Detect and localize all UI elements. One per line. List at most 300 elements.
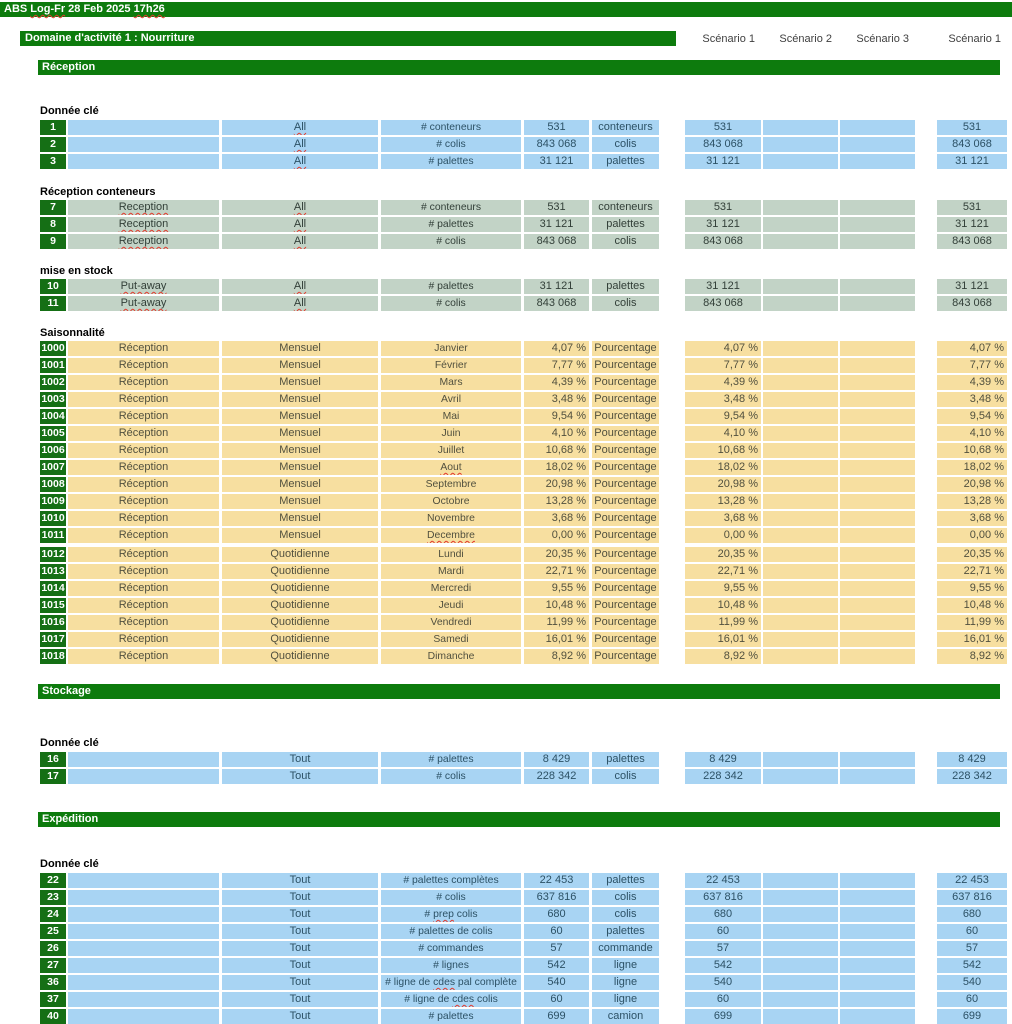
scenario-1-cell[interactable]: 699 <box>685 1009 761 1024</box>
scope-cell[interactable]: All <box>222 137 378 152</box>
scenario-2-cell[interactable] <box>763 200 838 215</box>
scenario-1-cell[interactable]: 9,55 % <box>685 581 761 596</box>
process-cell[interactable]: Réception <box>68 528 219 543</box>
scope-cell[interactable]: Tout <box>222 769 378 784</box>
scenario-1b-cell[interactable]: 22,71 % <box>937 564 1007 579</box>
unit-cell[interactable]: ligne <box>592 958 659 973</box>
scope-cell[interactable]: All <box>222 217 378 232</box>
scenario-1-cell[interactable]: 4,39 % <box>685 375 761 390</box>
row-id-cell[interactable]: 7 <box>40 200 66 215</box>
scenario-1-cell[interactable]: 3,68 % <box>685 511 761 526</box>
scenario-1b-cell[interactable]: 680 <box>937 907 1007 922</box>
scenario-1b-cell[interactable]: 3,48 % <box>937 392 1007 407</box>
scenario-2-cell[interactable] <box>763 924 838 939</box>
row-id-cell[interactable]: 9 <box>40 234 66 249</box>
scenario-3-cell[interactable] <box>840 137 915 152</box>
unit-cell[interactable]: Pourcentage <box>592 581 659 596</box>
scenario-2-cell[interactable] <box>763 217 838 232</box>
scope-cell[interactable]: Quotidienne <box>222 632 378 647</box>
unit-cell[interactable]: colis <box>592 296 659 311</box>
scenario-2-cell[interactable] <box>763 375 838 390</box>
scope-cell[interactable]: Mensuel <box>222 409 378 424</box>
metric-cell[interactable]: Mercredi <box>381 581 521 596</box>
scenario-1b-cell[interactable]: 9,54 % <box>937 409 1007 424</box>
metric-cell[interactable]: # colis <box>381 234 521 249</box>
row-id-cell[interactable]: 1016 <box>41 616 65 628</box>
scope-cell[interactable]: Mensuel <box>222 477 378 492</box>
scope-cell[interactable]: Tout <box>222 941 378 956</box>
scenario-1b-cell[interactable]: 31 121 <box>937 217 1007 232</box>
scenario-2-cell[interactable] <box>763 873 838 888</box>
scenario-1b-cell[interactable]: 228 342 <box>937 769 1007 784</box>
value-cell[interactable]: 531 <box>524 120 589 135</box>
scenario-1-cell[interactable]: 4,10 % <box>685 426 761 441</box>
process-cell[interactable]: Réception <box>68 581 219 596</box>
scenario-1b-cell[interactable]: 20,35 % <box>937 547 1007 562</box>
metric-cell[interactable]: Vendredi <box>381 615 521 630</box>
scenario-1-cell[interactable]: 7,77 % <box>685 358 761 373</box>
scope-cell[interactable]: Mensuel <box>222 426 378 441</box>
scenario-1-cell[interactable]: 843 068 <box>685 296 761 311</box>
row-id-cell[interactable]: 24 <box>40 907 66 922</box>
process-cell[interactable]: Reception <box>68 234 219 249</box>
row-id-cell[interactable]: 16 <box>40 752 66 767</box>
unit-cell[interactable]: palettes <box>592 217 659 232</box>
scenario-3-cell[interactable] <box>840 392 915 407</box>
scenario-1b-cell[interactable]: 13,28 % <box>937 494 1007 509</box>
metric-cell[interactable]: # conteneurs <box>381 120 521 135</box>
scenario-3-cell[interactable] <box>840 375 915 390</box>
metric-cell[interactable]: # colis <box>381 296 521 311</box>
value-cell[interactable]: 4,39 % <box>524 375 589 390</box>
unit-cell[interactable]: conteneurs <box>592 120 659 135</box>
process-cell[interactable] <box>68 992 219 1007</box>
scenario-1-cell[interactable]: 531 <box>685 200 761 215</box>
scope-cell[interactable]: Tout <box>222 1009 378 1024</box>
value-cell[interactable]: 8,92 % <box>524 649 589 664</box>
value-cell[interactable]: 13,28 % <box>524 494 589 509</box>
unit-cell[interactable]: Pourcentage <box>592 477 659 492</box>
process-cell[interactable] <box>68 154 219 169</box>
scenario-3-cell[interactable] <box>840 358 915 373</box>
process-cell[interactable] <box>68 975 219 990</box>
scope-cell[interactable]: Tout <box>222 890 378 905</box>
scenario-3-cell[interactable] <box>840 547 915 562</box>
value-cell[interactable]: 540 <box>524 975 589 990</box>
scenario-1-cell[interactable]: 542 <box>685 958 761 973</box>
scenario-3-cell[interactable] <box>840 598 915 613</box>
unit-cell[interactable]: Pourcentage <box>592 358 659 373</box>
row-id-cell[interactable]: 22 <box>40 873 66 888</box>
scope-cell[interactable]: Mensuel <box>222 392 378 407</box>
scenario-2-cell[interactable] <box>763 632 838 647</box>
scenario-1-cell[interactable]: 31 121 <box>685 279 761 294</box>
process-cell[interactable]: Réception <box>68 511 219 526</box>
value-cell[interactable]: 10,68 % <box>524 443 589 458</box>
value-cell[interactable]: 16,01 % <box>524 632 589 647</box>
unit-cell[interactable]: Pourcentage <box>592 494 659 509</box>
scenario-2-cell[interactable] <box>763 564 838 579</box>
scope-cell[interactable]: All <box>222 154 378 169</box>
scope-cell[interactable]: Tout <box>222 958 378 973</box>
scenario-2-cell[interactable] <box>763 547 838 562</box>
process-cell[interactable] <box>68 120 219 135</box>
scope-cell[interactable]: All <box>222 120 378 135</box>
process-cell[interactable] <box>68 137 219 152</box>
scenario-3-cell[interactable] <box>840 341 915 356</box>
row-id-cell[interactable]: 1014 <box>41 582 65 594</box>
value-cell[interactable]: 680 <box>524 907 589 922</box>
scenario-1-cell[interactable]: 22 453 <box>685 873 761 888</box>
value-cell[interactable]: 843 068 <box>524 296 589 311</box>
scenario-1-cell[interactable]: 11,99 % <box>685 615 761 630</box>
unit-cell[interactable]: Pourcentage <box>592 615 659 630</box>
metric-cell[interactable]: # lignes <box>381 958 521 973</box>
scenario-1b-cell[interactable]: 8 429 <box>937 752 1007 767</box>
scenario-1b-cell[interactable]: 22 453 <box>937 873 1007 888</box>
unit-cell[interactable]: colis <box>592 234 659 249</box>
scenario-3-cell[interactable] <box>840 528 915 543</box>
scenario-3-cell[interactable] <box>840 941 915 956</box>
scenario-2-cell[interactable] <box>763 958 838 973</box>
scenario-3-cell[interactable] <box>840 154 915 169</box>
row-id-cell[interactable]: 1 <box>40 120 66 135</box>
scenario-1-cell[interactable]: 540 <box>685 975 761 990</box>
value-cell[interactable]: 10,48 % <box>524 598 589 613</box>
value-cell[interactable]: 31 121 <box>524 154 589 169</box>
scenario-2-cell[interactable] <box>763 494 838 509</box>
scenario-3-cell[interactable] <box>840 460 915 475</box>
scenario-1-cell[interactable]: 9,54 % <box>685 409 761 424</box>
value-cell[interactable]: 699 <box>524 1009 589 1024</box>
scenario-1-cell[interactable]: 637 816 <box>685 890 761 905</box>
unit-cell[interactable]: conteneurs <box>592 200 659 215</box>
scope-cell[interactable]: Quotidienne <box>222 547 378 562</box>
scenario-3-cell[interactable] <box>840 958 915 973</box>
scenario-1-cell[interactable]: 31 121 <box>685 154 761 169</box>
value-cell[interactable]: 9,54 % <box>524 409 589 424</box>
metric-cell[interactable]: # palettes de colis <box>381 924 521 939</box>
scenario-3-cell[interactable] <box>840 234 915 249</box>
scenario-2-cell[interactable] <box>763 154 838 169</box>
scenario-1-cell[interactable]: 60 <box>685 924 761 939</box>
unit-cell[interactable]: Pourcentage <box>592 564 659 579</box>
metric-cell[interactable]: # palettes <box>381 279 521 294</box>
metric-cell[interactable]: Septembre <box>381 477 521 492</box>
scope-cell[interactable]: Quotidienne <box>222 581 378 596</box>
value-cell[interactable]: 57 <box>524 941 589 956</box>
process-cell[interactable]: Réception <box>68 649 219 664</box>
scenario-1b-cell[interactable]: 18,02 % <box>937 460 1007 475</box>
row-id-cell[interactable]: 1010 <box>41 512 65 524</box>
scenario-3-cell[interactable] <box>840 615 915 630</box>
value-cell[interactable]: 531 <box>524 200 589 215</box>
scenario-3-cell[interactable] <box>840 632 915 647</box>
scenario-2-cell[interactable] <box>763 581 838 596</box>
scenario-2-cell[interactable] <box>763 279 838 294</box>
scenario-2-cell[interactable] <box>763 296 838 311</box>
scope-cell[interactable]: Tout <box>222 907 378 922</box>
scenario-1b-cell[interactable]: 10,48 % <box>937 598 1007 613</box>
row-id-cell[interactable]: 1004 <box>41 410 65 422</box>
row-id-cell[interactable]: 25 <box>40 924 66 939</box>
scenario-3-cell[interactable] <box>840 511 915 526</box>
scenario-1b-cell[interactable]: 57 <box>937 941 1007 956</box>
metric-cell[interactable]: # palettes <box>381 752 521 767</box>
metric-cell[interactable]: Mars <box>381 375 521 390</box>
metric-cell[interactable]: Aout <box>381 460 521 475</box>
row-id-cell[interactable]: 1012 <box>41 548 65 560</box>
scenario-3-cell[interactable] <box>840 200 915 215</box>
value-cell[interactable]: 22 453 <box>524 873 589 888</box>
scenario-1b-cell[interactable]: 60 <box>937 992 1007 1007</box>
scenario-3-cell[interactable] <box>840 890 915 905</box>
scope-cell[interactable]: Mensuel <box>222 460 378 475</box>
value-cell[interactable]: 31 121 <box>524 279 589 294</box>
process-cell[interactable]: Réception <box>68 547 219 562</box>
metric-cell[interactable]: Juin <box>381 426 521 441</box>
process-cell[interactable]: Réception <box>68 358 219 373</box>
scope-cell[interactable]: All <box>222 296 378 311</box>
value-cell[interactable]: 31 121 <box>524 217 589 232</box>
metric-cell[interactable]: # colis <box>381 769 521 784</box>
unit-cell[interactable]: Pourcentage <box>592 341 659 356</box>
unit-cell[interactable]: ligne <box>592 992 659 1007</box>
metric-cell[interactable]: # commandes <box>381 941 521 956</box>
value-cell[interactable]: 60 <box>524 992 589 1007</box>
scenario-2-cell[interactable] <box>763 528 838 543</box>
row-id-cell[interactable]: 1007 <box>41 461 65 473</box>
metric-cell[interactable]: # conteneurs <box>381 200 521 215</box>
scenario-1-cell[interactable]: 10,48 % <box>685 598 761 613</box>
scenario-1-cell[interactable]: 10,68 % <box>685 443 761 458</box>
unit-cell[interactable]: Pourcentage <box>592 409 659 424</box>
metric-cell[interactable]: Samedi <box>381 632 521 647</box>
metric-cell[interactable]: # ligne de cdes colis <box>381 992 521 1007</box>
metric-cell[interactable]: Janvier <box>381 341 521 356</box>
scenario-2-cell[interactable] <box>763 649 838 664</box>
row-id-cell[interactable]: 27 <box>40 958 66 973</box>
metric-cell[interactable]: Octobre <box>381 494 521 509</box>
process-cell[interactable] <box>68 890 219 905</box>
scenario-1b-cell[interactable]: 542 <box>937 958 1007 973</box>
scenario-3-cell[interactable] <box>840 873 915 888</box>
unit-cell[interactable]: Pourcentage <box>592 511 659 526</box>
process-cell[interactable]: Reception <box>68 200 219 215</box>
scenario-3-cell[interactable] <box>840 409 915 424</box>
unit-cell[interactable]: colis <box>592 907 659 922</box>
process-cell[interactable] <box>68 752 219 767</box>
scenario-1-cell[interactable]: 228 342 <box>685 769 761 784</box>
row-id-cell[interactable]: 17 <box>40 769 66 784</box>
scenario-1b-cell[interactable]: 7,77 % <box>937 358 1007 373</box>
unit-cell[interactable]: Pourcentage <box>592 649 659 664</box>
row-id-cell[interactable]: 1009 <box>41 495 65 507</box>
scenario-1-cell[interactable]: 57 <box>685 941 761 956</box>
row-id-cell[interactable]: 1015 <box>41 599 65 611</box>
scenario-1-cell[interactable]: 843 068 <box>685 137 761 152</box>
unit-cell[interactable]: colis <box>592 137 659 152</box>
scenario-1-cell[interactable]: 0,00 % <box>685 528 761 543</box>
row-id-cell[interactable]: 1006 <box>41 444 65 456</box>
scenario-1b-cell[interactable]: 637 816 <box>937 890 1007 905</box>
scenario-1b-cell[interactable]: 843 068 <box>937 296 1007 311</box>
scenario-2-cell[interactable] <box>763 907 838 922</box>
scenario-2-cell[interactable] <box>763 1009 838 1024</box>
row-id-cell[interactable]: 1005 <box>41 427 65 439</box>
scope-cell[interactable]: Mensuel <box>222 375 378 390</box>
scenario-1-cell[interactable]: 16,01 % <box>685 632 761 647</box>
process-cell[interactable] <box>68 924 219 939</box>
scope-cell[interactable]: Tout <box>222 752 378 767</box>
process-cell[interactable]: Réception <box>68 477 219 492</box>
scenario-2-cell[interactable] <box>763 598 838 613</box>
row-id-cell[interactable]: 40 <box>40 1009 66 1024</box>
process-cell[interactable] <box>68 769 219 784</box>
scenario-1-cell[interactable]: 31 121 <box>685 217 761 232</box>
scenario-2-cell[interactable] <box>763 511 838 526</box>
metric-cell[interactable]: # colis <box>381 890 521 905</box>
process-cell[interactable] <box>68 873 219 888</box>
scenario-1b-cell[interactable]: 31 121 <box>937 279 1007 294</box>
value-cell[interactable]: 4,07 % <box>524 341 589 356</box>
metric-cell[interactable]: Novembre <box>381 511 521 526</box>
metric-cell[interactable]: # palettes <box>381 1009 521 1024</box>
metric-cell[interactable]: # palettes <box>381 217 521 232</box>
unit-cell[interactable]: Pourcentage <box>592 460 659 475</box>
metric-cell[interactable]: # colis <box>381 137 521 152</box>
scenario-1-cell[interactable]: 4,07 % <box>685 341 761 356</box>
metric-cell[interactable]: Decembre <box>381 528 521 543</box>
metric-cell[interactable]: Avril <box>381 392 521 407</box>
unit-cell[interactable]: Pourcentage <box>592 528 659 543</box>
scenario-1b-cell[interactable]: 540 <box>937 975 1007 990</box>
unit-cell[interactable]: palettes <box>592 752 659 767</box>
row-id-cell[interactable]: 8 <box>40 217 66 232</box>
scenario-1b-cell[interactable]: 8,92 % <box>937 649 1007 664</box>
value-cell[interactable]: 228 342 <box>524 769 589 784</box>
scenario-3-cell[interactable] <box>840 649 915 664</box>
row-id-cell[interactable]: 1002 <box>41 376 65 388</box>
scenario-3-cell[interactable] <box>840 426 915 441</box>
metric-cell[interactable]: # palettes complètes <box>381 873 521 888</box>
value-cell[interactable]: 0,00 % <box>524 528 589 543</box>
scenario-1-cell[interactable]: 18,02 % <box>685 460 761 475</box>
unit-cell[interactable]: camion <box>592 1009 659 1024</box>
scenario-2-cell[interactable] <box>763 358 838 373</box>
scenario-1b-cell[interactable]: 0,00 % <box>937 528 1007 543</box>
process-cell[interactable]: Réception <box>68 632 219 647</box>
unit-cell[interactable]: palettes <box>592 154 659 169</box>
scenario-3-cell[interactable] <box>840 120 915 135</box>
scenario-2-cell[interactable] <box>763 992 838 1007</box>
scenario-1-cell[interactable]: 843 068 <box>685 234 761 249</box>
value-cell[interactable]: 542 <box>524 958 589 973</box>
scope-cell[interactable]: Mensuel <box>222 341 378 356</box>
scenario-2-cell[interactable] <box>763 137 838 152</box>
unit-cell[interactable]: Pourcentage <box>592 547 659 562</box>
scenario-2-cell[interactable] <box>763 409 838 424</box>
scenario-1b-cell[interactable]: 4,07 % <box>937 341 1007 356</box>
row-id-cell[interactable]: 10 <box>40 279 66 294</box>
scope-cell[interactable]: Mensuel <box>222 494 378 509</box>
process-cell[interactable]: Reception <box>68 217 219 232</box>
value-cell[interactable]: 11,99 % <box>524 615 589 630</box>
value-cell[interactable]: 20,98 % <box>524 477 589 492</box>
unit-cell[interactable]: palettes <box>592 873 659 888</box>
value-cell[interactable]: 4,10 % <box>524 426 589 441</box>
scenario-1-cell[interactable]: 22,71 % <box>685 564 761 579</box>
process-cell[interactable] <box>68 907 219 922</box>
process-cell[interactable]: Réception <box>68 460 219 475</box>
scenario-3-cell[interactable] <box>840 494 915 509</box>
scenario-1b-cell[interactable]: 843 068 <box>937 234 1007 249</box>
row-id-cell[interactable]: 1017 <box>41 633 65 645</box>
value-cell[interactable]: 7,77 % <box>524 358 589 373</box>
metric-cell[interactable]: Juillet <box>381 443 521 458</box>
scenario-1b-cell[interactable]: 20,98 % <box>937 477 1007 492</box>
row-id-cell[interactable]: 1001 <box>41 359 65 371</box>
scenario-1b-cell[interactable]: 531 <box>937 120 1007 135</box>
scope-cell[interactable]: Quotidienne <box>222 615 378 630</box>
row-id-cell[interactable]: 1000 <box>41 342 65 354</box>
metric-cell[interactable]: Mardi <box>381 564 521 579</box>
scope-cell[interactable]: Mensuel <box>222 528 378 543</box>
unit-cell[interactable]: ligne <box>592 975 659 990</box>
unit-cell[interactable]: Pourcentage <box>592 375 659 390</box>
scenario-1-cell[interactable]: 13,28 % <box>685 494 761 509</box>
metric-cell[interactable]: # ligne de cdes pal complète <box>381 975 521 990</box>
scope-cell[interactable]: All <box>222 234 378 249</box>
scenario-3-cell[interactable] <box>840 217 915 232</box>
value-cell[interactable]: 843 068 <box>524 137 589 152</box>
scenario-2-cell[interactable] <box>763 769 838 784</box>
scenario-3-cell[interactable] <box>840 477 915 492</box>
unit-cell[interactable]: Pourcentage <box>592 598 659 613</box>
row-id-cell[interactable]: 37 <box>40 992 66 1007</box>
value-cell[interactable]: 18,02 % <box>524 460 589 475</box>
scenario-3-cell[interactable] <box>840 975 915 990</box>
process-cell[interactable]: Réception <box>68 443 219 458</box>
row-id-cell[interactable]: 23 <box>40 890 66 905</box>
scenario-2-cell[interactable] <box>763 890 838 905</box>
scenario-1-cell[interactable]: 680 <box>685 907 761 922</box>
unit-cell[interactable]: Pourcentage <box>592 632 659 647</box>
scope-cell[interactable]: Mensuel <box>222 511 378 526</box>
scope-cell[interactable]: Quotidienne <box>222 649 378 664</box>
scenario-3-cell[interactable] <box>840 769 915 784</box>
scenario-3-cell[interactable] <box>840 752 915 767</box>
metric-cell[interactable]: Mai <box>381 409 521 424</box>
scenario-1-cell[interactable]: 8,92 % <box>685 649 761 664</box>
scenario-1b-cell[interactable]: 843 068 <box>937 137 1007 152</box>
value-cell[interactable]: 3,48 % <box>524 392 589 407</box>
process-cell[interactable]: Réception <box>68 494 219 509</box>
scenario-1b-cell[interactable]: 9,55 % <box>937 581 1007 596</box>
scenario-3-cell[interactable] <box>840 581 915 596</box>
unit-cell[interactable]: palettes <box>592 924 659 939</box>
scenario-1b-cell[interactable]: 699 <box>937 1009 1007 1024</box>
process-cell[interactable]: Réception <box>68 409 219 424</box>
scenario-2-cell[interactable] <box>763 975 838 990</box>
scenario-1b-cell[interactable]: 16,01 % <box>937 632 1007 647</box>
scope-cell[interactable]: All <box>222 279 378 294</box>
row-id-cell[interactable]: 36 <box>40 975 66 990</box>
metric-cell[interactable]: Jeudi <box>381 598 521 613</box>
scenario-1-cell[interactable]: 20,35 % <box>685 547 761 562</box>
scenario-1-cell[interactable]: 531 <box>685 120 761 135</box>
scope-cell[interactable]: Tout <box>222 992 378 1007</box>
